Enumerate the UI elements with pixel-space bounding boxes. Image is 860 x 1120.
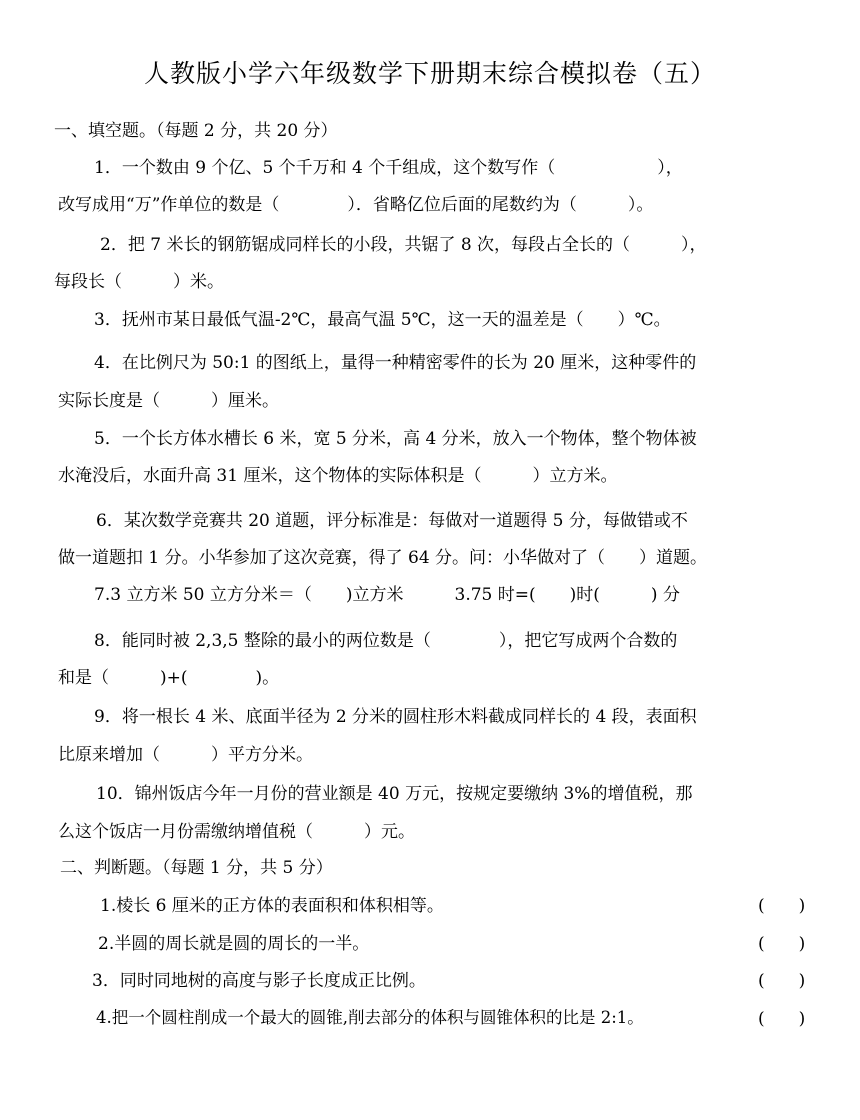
judge-item-text: 2.半圆的周长就是圆的周长的一半。 [98, 934, 370, 954]
judge-item-2 [0, 929, 860, 953]
question-2-line-1: 2．把 7 米长的钢筋锯成同样长的小段，共锯了 8 次，每段占全长的（ ）， [100, 235, 707, 255]
question-4-line-1: 4．在比例尺为 50:1 的图纸上，量得一种精密零件的长为 20 厘米，这种零件的 [94, 353, 697, 373]
question-4-line-2: 实际长度是（ ）厘米。 [58, 391, 279, 411]
question-1-line-1: 1．一个数由 9 个亿、5 个千万和 4 个千组成，这个数写作（ ）， [94, 158, 683, 178]
question-6-line-2: 做一道题扣 1 分。小华参加了这次竞赛，得了 64 分。问：小华做对了（ ）道题。 [58, 548, 708, 568]
judge-answer-blank: ( ) [758, 1009, 806, 1029]
judge-item-3 [0, 966, 860, 990]
question-7-line-1: 7.3 立方米 50 立方分米＝（ )立方米 3.75 时=( )时( ) 分 [94, 585, 680, 605]
question-8-line-1: 8．能同时被 2,3,5 整除的最小的两位数是（ ），把它写成两个合数的 [94, 631, 678, 651]
question-2-line-2: 每段长（ ）米。 [54, 272, 224, 292]
judge-item-text: 3．同时同地树的高度与影子长度成正比例。 [92, 971, 426, 991]
section-heading-true-false: 二、判断题。（每题 1 分，共 5 分） [60, 858, 333, 878]
question-9-line-2: 比原来增加（ ）平方分米。 [58, 745, 313, 765]
question-1-line-2: 改写成用“万”作单位的数是（ ）．省略亿位后面的尾数约为（ ）。 [58, 195, 654, 215]
judge-answer-blank: ( ) [758, 971, 806, 991]
question-10-line-1: 10．锦州饭店今年一月份的营业额是 40 万元，按规定要缴纳 3%的增值税，那 [96, 784, 693, 804]
judge-answer-blank: ( ) [758, 934, 806, 954]
page-title: 人教版小学六年级数学下册期末综合模拟卷（五） [143, 59, 716, 88]
question-8-line-2: 和是（ )+( )。 [58, 668, 280, 688]
judge-item-text: 4.把一个圆柱削成一个最大的圆锥,削去部分的体积与圆锥体积的比是 2:1。 [96, 1008, 644, 1027]
question-5-line-1: 5．一个长方体水槽长 6 米，宽 5 分米，高 4 分米，放入一个物体，整个物体被 [94, 429, 697, 449]
judge-item-1 [0, 891, 860, 915]
question-9-line-1: 9．将一根长 4 米、底面半径为 2 分米的圆柱形木料截成同样长的 4 段，表面积 [94, 707, 697, 727]
question-10-line-2: 么这个饭店一月份需缴纳增值税（ ）元。 [58, 822, 415, 842]
section-heading-fill-in: 一、填空题。（每题 2 分，共 20 分） [54, 121, 338, 141]
judge-item-text: 1.棱长 6 厘米的正方体的表面积和体积相等。 [100, 896, 444, 916]
judge-answer-blank: ( ) [758, 896, 806, 916]
question-5-line-2: 水淹没后，水面升高 31 厘米，这个物体的实际体积是（ ）立方米。 [58, 466, 618, 486]
judge-item-4 [0, 1004, 860, 1028]
question-6-line-1: 6．某次数学竞赛共 20 道题，评分标准是：每做对一道题得 5 分，每做错或不 [96, 511, 688, 531]
question-3-line-1: 3．抚州市某日最低气温-2℃，最高气温 5℃，这一天的温差是（ ）℃。 [94, 310, 671, 330]
